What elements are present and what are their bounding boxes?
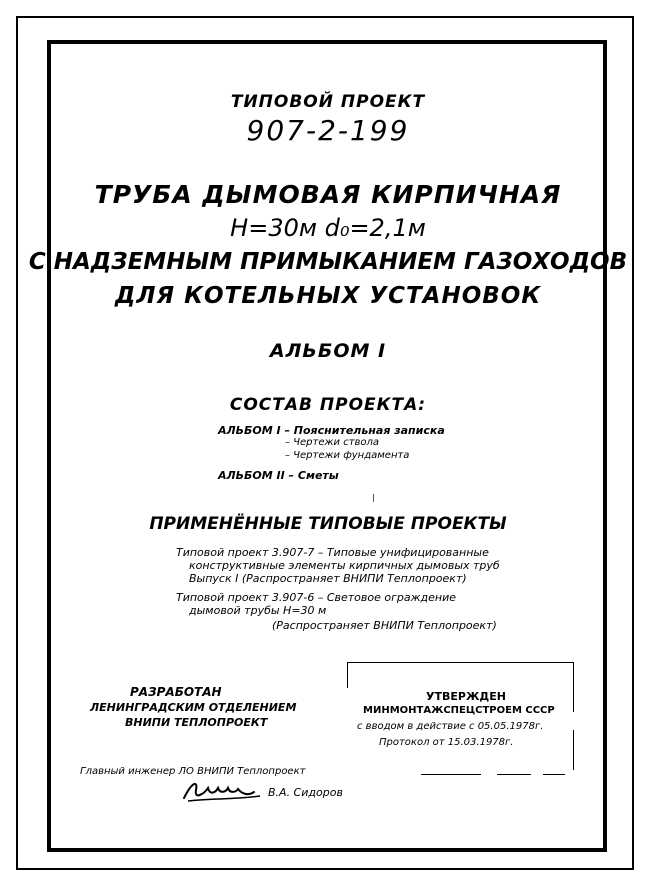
chief-engineer-line: Главный инженер ЛО ВНИПИ Теплопроект xyxy=(80,766,306,777)
developer-organization: ЛЕНИНГРАДСКИМ ОТДЕЛЕНИЕМ xyxy=(90,701,297,714)
approval-stamp xyxy=(347,662,577,777)
approval-protocol: Протокол от 15.03.1978г. xyxy=(379,737,514,748)
approval-authority: МИНМОНТАЖСПЕЦСТРОЕМ СССР xyxy=(363,705,555,716)
applied-project-line: Типовой проект 3.907-7 – Типовые унифицированные xyxy=(176,546,489,559)
applied-project-line: Типовой проект 3.907-6 – Световое ограждение xyxy=(176,591,456,604)
composition-line: АЛЬБОМ II – Сметы xyxy=(218,469,339,482)
developer-label: РАЗРАБОТАН xyxy=(130,685,222,699)
stray-mark xyxy=(373,494,374,502)
applied-projects-heading: ПРИМЕНЁННЫЕ ТИПОВЫЕ ПРОЕКТЫ xyxy=(149,514,507,534)
applied-project-line: дымовой трубы Н=30 м xyxy=(189,604,327,617)
approval-label: УТВЕРЖДЕН xyxy=(426,690,506,703)
signatory-name: В.А. Сидоров xyxy=(268,786,343,799)
approval-effective-date: с вводом в действие с 05.05.1978г. xyxy=(357,721,544,732)
composition-heading: СОСТАВ ПРОЕКТА: xyxy=(229,395,427,415)
composition-line: – Чертежи ствола xyxy=(285,437,380,448)
album-label: АЛЬБОМ I xyxy=(269,340,387,362)
applied-project-line: Выпуск I (Распространяет ВНИПИ Теплопроект) xyxy=(189,572,467,585)
composition-line: – Чертежи фундамента xyxy=(285,450,410,461)
title-line-2: H=30м d₀=2,1м xyxy=(230,214,426,242)
project-type-label: ТИПОВОЙ ПРОЕКТ xyxy=(230,92,426,112)
project-number: 907-2-199 xyxy=(246,114,410,147)
title-line-3: С НАДЗЕМНЫМ ПРИМЫКАНИЕМ ГАЗОХОДОВ xyxy=(28,249,628,275)
developer-organization: ВНИПИ ТЕПЛОПРОЕКТ xyxy=(125,716,268,729)
applied-project-line: (Распространяет ВНИПИ Теплопроект) xyxy=(272,619,497,632)
applied-project-line: конструктивные элементы кирпичных дымовых труб xyxy=(189,559,500,572)
composition-line: АЛЬБОМ I – Пояснительная записка xyxy=(218,424,445,437)
handwritten-signature xyxy=(182,776,264,804)
title-line-1: ТРУБА ДЫМОВАЯ КИРПИЧНАЯ xyxy=(94,180,562,209)
title-line-4: ДЛЯ КОТЕЛЬНЫХ УСТАНОВОК xyxy=(114,283,542,309)
